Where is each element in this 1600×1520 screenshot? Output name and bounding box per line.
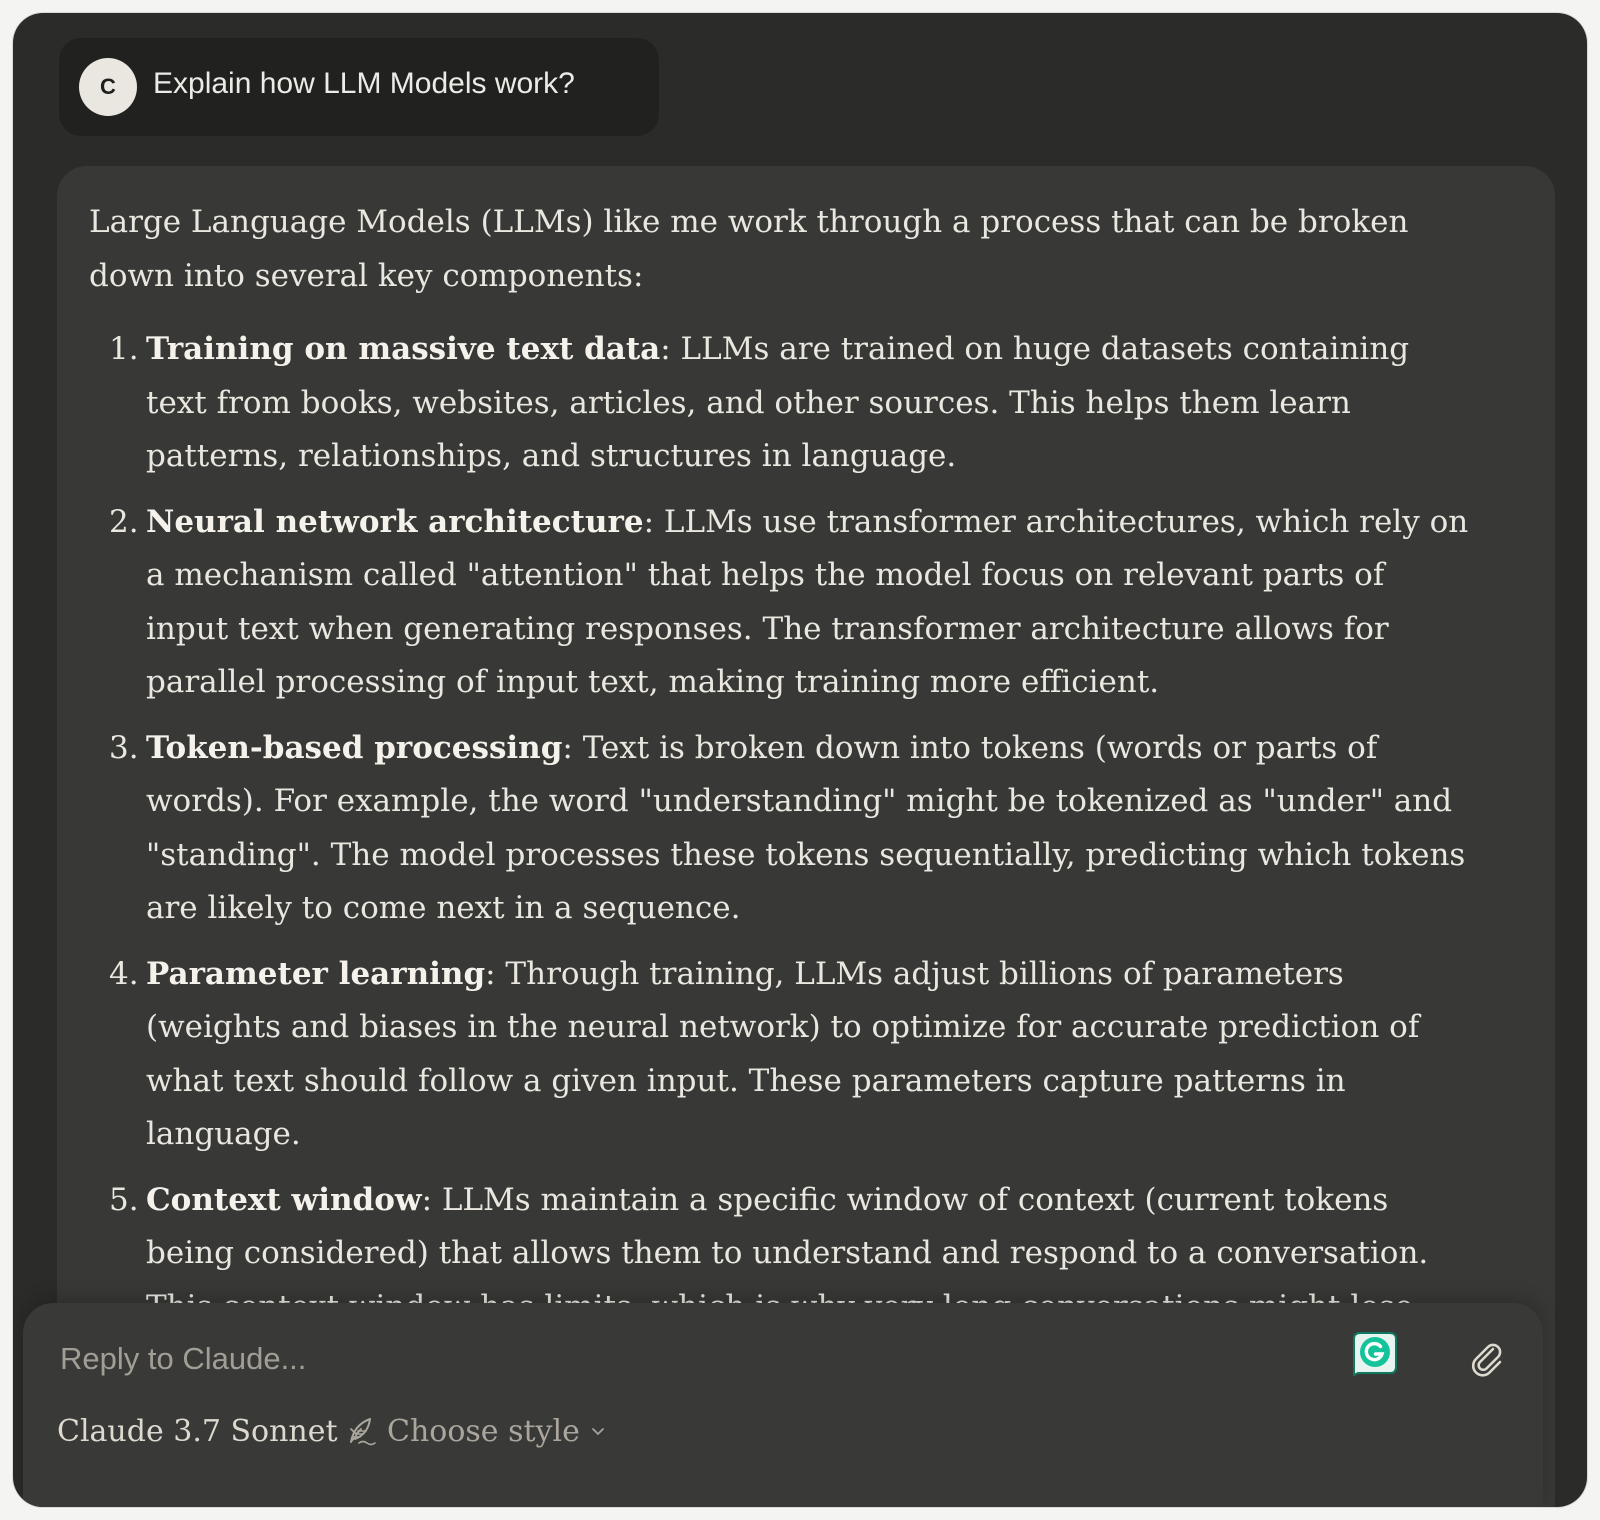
list-item-title: Context window [146,1181,422,1218]
list-item-number: 4. [109,955,139,992]
list-item [89,496,1469,710]
list-item-text: : Through training, LLMs adjust billions of parameters (weights and biases in the neural network) to optimize for accurate prediction of what text should follow a given input. These parameters capture patterns in language. [146,955,1420,1152]
assistant-message-content [89,196,1469,1400]
list-item-text: : LLMs are trained on huge datasets containing text from books, websites, articles, and other sources. This helps them learn patterns, relationships, and structures in language. [146,331,1410,474]
list-item-text: : LLMs maintain a specific window of context (current tokens being considered) that allows them to understand and respond to a conversation. [146,1181,1429,1271]
grammarly-icon[interactable] [1350,1331,1400,1377]
list-item-title: Parameter learning [146,955,486,992]
list-item [89,323,1469,484]
assistant-intro: Large Language Models (LLMs) like me work through a process that can be broken down into several key components: [89,204,1409,294]
list-item-title: Neural network architecture [146,503,644,540]
user-message-text: Explain how LLM Models work? [153,67,575,100]
assistant-point-list [89,323,1469,1388]
feather-pen-icon [345,1415,377,1447]
style-label: Choose style [387,1413,580,1449]
list-item-text: : LLMs use transformer architectures, which rely on a mechanism called "attention" that helps the model focus on relevant parts of input text when generating responses. The transformer architecture allows for parallel processing of input text, making training more efficient. [146,503,1469,700]
chat-window [13,13,1587,1507]
reply-input[interactable] [58,1323,1312,1395]
paperclip-icon[interactable] [1469,1341,1505,1377]
style-selector[interactable] [345,1411,606,1451]
user-message-bubble [59,38,659,136]
model-selector[interactable] [57,1411,364,1451]
list-item-number: 5. [109,1181,139,1218]
list-item-number: 2. [109,503,139,540]
list-item [89,722,1469,936]
list-item [89,948,1469,1162]
list-item-number: 1. [109,331,139,367]
chevron-down-icon [590,1423,606,1439]
list-item-number: 3. [109,729,139,766]
reply-composer [23,1303,1543,1507]
model-label: Claude 3.7 Sonnet [57,1413,338,1449]
list-item-title: Training on massive text data [146,331,661,367]
user-avatar[interactable]: C [79,58,137,116]
list-item-title: Token-based processing [146,729,563,766]
list-item-text: : Text is broken down into tokens (words or parts of words). For example, the word "understanding" might be tokenized as "under" and "standing". The model processes these tokens sequentially, predicting which tokens are likely to come next in a sequence. [146,729,1466,926]
